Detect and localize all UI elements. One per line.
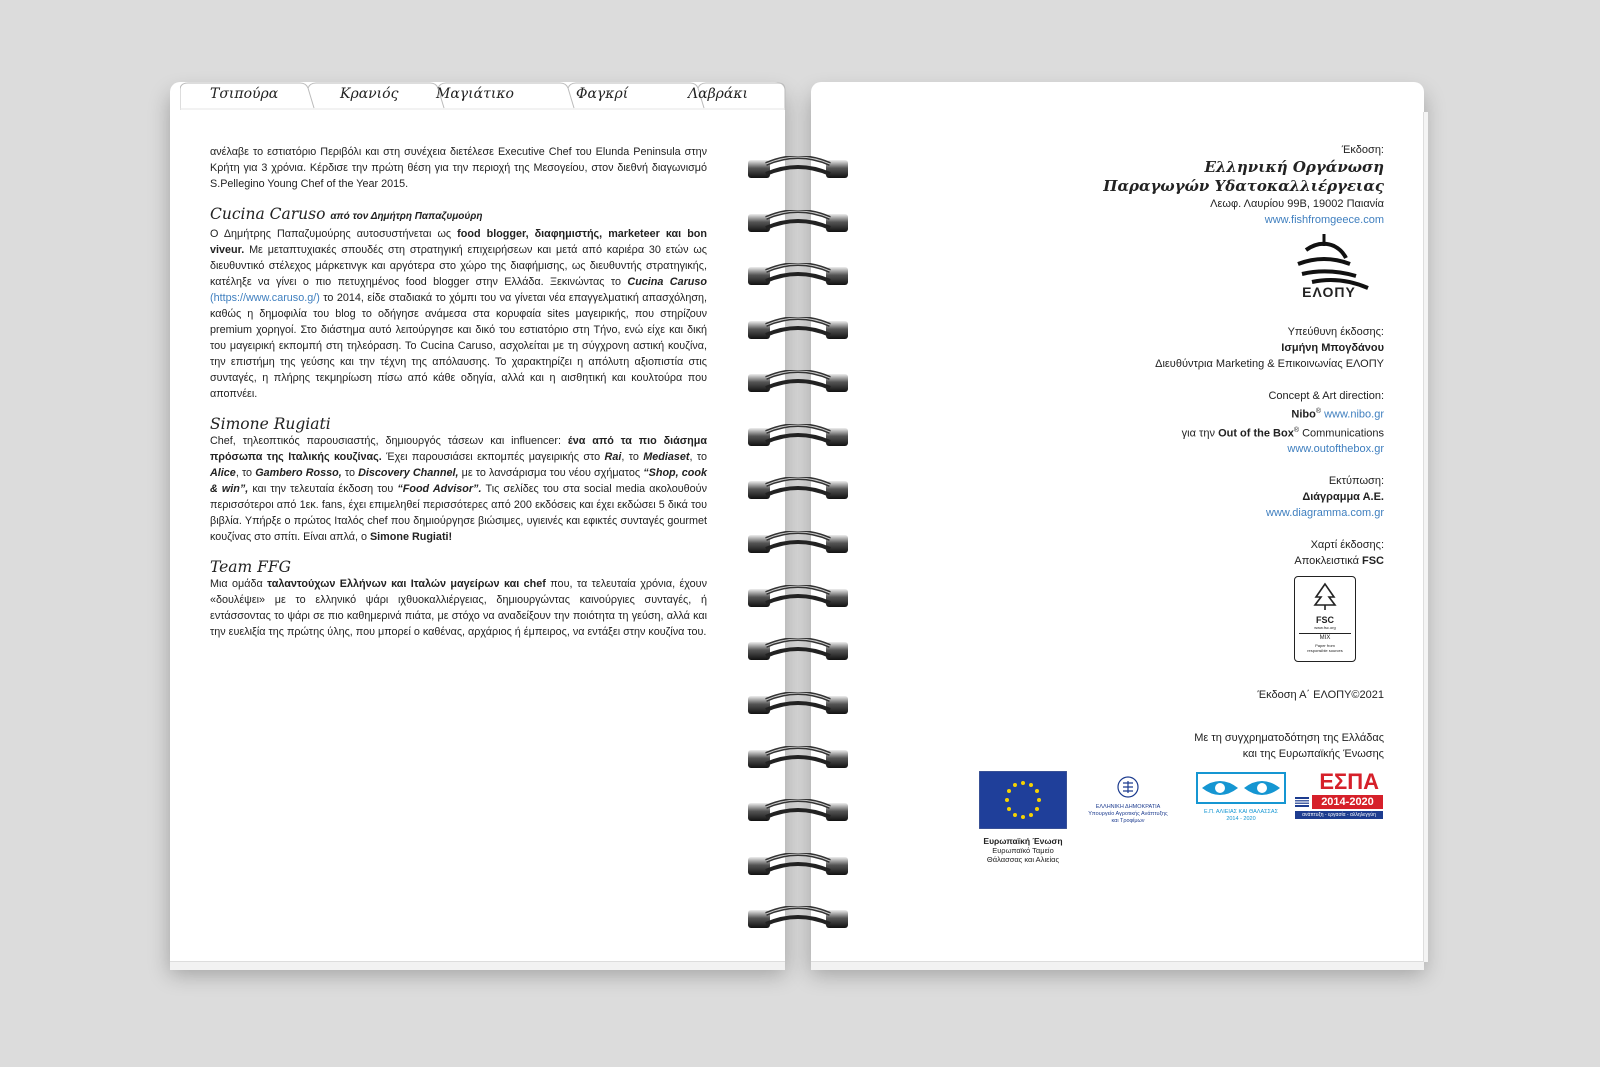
espa-logo [1295, 770, 1383, 819]
caruso-paragraph: Ο Δημήτρης Παπαζυμούρης αυτοσυστήνεται ως food blogger, διαφημιστής, marketeer και bon viveur. Με μεταπτυχιακές σπουδές στη στρατηγική επιχειρήσεων και μετά από καριέρα 30 ετών ως διευθυντικό στέλεχος μάρκετινγκ και αργότερα στο χώρο της διαφήμισης, ως διευθυντής στρατηγικής, κατέληξε να γίνει ο πιο πετυχημένος food blogger στην Ελλάδα. Ξεκινώντας το Cucina Caruso (https://www.caruso.g/) το 2014, είδε σταδιακά το χόμπι του να γίνεται νέα επαγγελματική απασχόληση, καθώς η δημοφιλία του blog το οδήγησε ανάμεσα στα κορυφαία sites μαγειρικής, που στηρίζουν premium χορηγοί. Στο διάστημα αυτό λειτούργησε και δικό του εστιατόριο στη Τήνο, ενώ είχε και δική του μαγειρική εκπομπή στη τηλεόραση. Το Cucina Caruso, ασχολείται με τη σύγχρονη αστική κουζίνα, την επιστήμη της γεύσης και την τέχνη της απόλαυσης. Το χαρακτηρίζει η απόλυτη αξιοπιστία στις συνταγές, η πλήρης τεκμηρίωση πίσω από κάθε οδηγία, αλλά και η αισθητική και κουλτούρα που αποπνέει. [210, 228, 707, 400]
left-page-body [210, 144, 707, 640]
fsc-logo-text: FSC [1316, 615, 1334, 625]
fsc-url: www.fsc.org [1314, 625, 1336, 630]
fsc-desc-1: Paper from [1315, 643, 1335, 648]
ep-line-2: 2014 - 2020 [1226, 816, 1256, 822]
team-heading: Team FFG [210, 558, 292, 576]
responsible-name: Ισμήνη Μπογδάνου [1281, 342, 1384, 354]
binding-ring [748, 906, 848, 932]
binding-ring [748, 692, 848, 718]
elopy-logo [1284, 232, 1374, 302]
ep-eyes-icon [1196, 772, 1286, 804]
fsc-tree-icon [1310, 581, 1340, 611]
tab-magiatiko[interactable]: Μαγιάτικο [436, 86, 514, 102]
fsc-mix: MIX [1299, 633, 1351, 643]
responsible-role: Διευθύντρια Marketing & Επικοινωνίας ΕΛΟΠΥ [1155, 358, 1384, 370]
binding-ring [748, 477, 848, 503]
binding-ring [748, 585, 848, 611]
espa-title: ΕΣΠΑ [1319, 769, 1379, 794]
edition-copyright: Έκδοση Α΄ ΕΛΟΠΥ©2021 [1257, 689, 1384, 701]
eu-logo [979, 771, 1067, 864]
publisher-website[interactable]: www.fishfromgeece.com [1264, 214, 1384, 226]
tab-fagkri[interactable]: Φαγκρί [576, 86, 629, 102]
eu-sub-2: Θάλασσας και Αλιείας [986, 855, 1060, 864]
print-link[interactable]: www.diagramma.com.gr [1266, 507, 1384, 520]
funding-note: Με τη συγχρηματοδότηση της Ελλάδας και της Ευρωπαϊκής Ένωσης [1194, 732, 1384, 760]
concept-label: Concept & Art direction: [1268, 390, 1384, 402]
fsc-logo [1294, 576, 1356, 662]
greek-emblem-icon [1116, 775, 1140, 799]
caruso-link[interactable]: (https://www.caruso.g/) [210, 292, 320, 304]
binding-ring [748, 853, 848, 879]
espa-motto: ανάπτυξη - εργασία - αλληλεγγύη [1295, 811, 1383, 819]
fsc-desc-2: responsible sources [1307, 648, 1343, 653]
greek-flag-icon [1295, 797, 1309, 807]
binding-ring [748, 317, 848, 343]
gr-line-3: και Τροφίμων [1111, 818, 1145, 824]
responsible-label: Υπεύθυνη έκδοσης: [1287, 326, 1384, 338]
caruso-subtitle: από τον Δημήτρη Παπαζυμούρη [330, 211, 483, 222]
binding-ring [748, 370, 848, 396]
gr-line-1: ΕΛΛΗΝΙΚΗ ΔΗΜΟΚΡΑΤΙΑ [1095, 804, 1161, 810]
eu-sub-1: Ευρωπαϊκό Ταμείο [992, 846, 1054, 855]
simone-heading: Simone Rugiati [210, 415, 331, 433]
elopy-logo-text: ΕΛΟΠΥ [1302, 284, 1356, 300]
ep-fisheries-logo [1195, 772, 1287, 823]
credits-block [1084, 142, 1384, 569]
outofthebox-line: για την Out of the Box® Communications [1181, 426, 1384, 440]
tab-tsipoura[interactable]: Τσιπούρα [210, 86, 279, 102]
edition-label: Έκδοση: [1341, 144, 1384, 156]
nibo-link[interactable]: www.nibo.gr [1324, 408, 1384, 421]
ep-line-1: Ε.Π. ΑΛΙΕΙΑΣ ΚΑΙ ΘΑΛΑΣΣΑΣ [1203, 809, 1279, 815]
binding-ring [748, 638, 848, 664]
simone-paragraph: Chef, τηλεοπτικός παρουσιαστής, δημιουργός τάσεων και influencer: ένα από τα πιο διάσημα πρόσωπα της Ιταλικής κουζίνας. Έχει παρουσιάσει εκπομπές μαγειρικής στο Rai, το Mediaset, το Alice, το Gambero Rosso, το Discovery Channel, με το λανσάρισμα του νέου σχήματος “Shop, cook & win”, και την τελευταία έκδοση του “Food Advisor”. Τις σελίδες του στα social media ακολουθούν περισσότεροι από 1εκ. fans, έχει επιμεληθεί περισσότερες από 200 εκδόσεις και έχει εκδώσει 5 δικά του βιβλία. Υπήρξε ο πρώτος Ιταλός chef που δημιούργησε βιώσιμες, υγιεινές και εφικτές συνταγές gourmet κουζίνας στο σπίτι. Είναι απλά, ο Simone Rugiati! [210, 435, 707, 543]
binding-ring [748, 531, 848, 557]
intro-paragraph: ανέλαβε το εστιατόριο Περιβόλι και στη συνέχεια διετέλεσε Executive Chef του Elunda Peninsula στην Κρήτη για 3 χρόνια. Κέρδισε την πρώτη θέση για την περιοχή της Μεσογείου, στον διεθνή διαγωνισμό S.Pellegino Young Chef of the Year 2015. [210, 146, 707, 190]
binding-ring [748, 263, 848, 289]
eu-flag-icon [979, 771, 1067, 829]
section-tabs [180, 82, 790, 110]
publisher-name-1: Ελληνική Οργάνωση [1204, 158, 1384, 176]
paper-label: Χαρτί έκδοσης: [1310, 539, 1384, 552]
outofthebox-link[interactable]: www.outofthebox.gr [1287, 443, 1384, 456]
team-paragraph: Μια ομάδα ταλαντούχων Ελλήνων και Ιταλών μαγείρων και chef που, τα τελευταία χρόνια, έχουν «δουλέψει» με το ελληνικό ψάρι ιχθυοκαλλιέργειας, δημιουργώντας καινούργιες συνταγές, ή εντάσσοντας το ψάρι σε πιο καθημερινά πιάτα, με στόχο να αναδείξουν την ποιότητα τη γεύση, αλλά και την ευελιξία της πρώτης ύλης, που μπορεί ο καθένας, αρχάριος ή έμπειρος, να εντάξει στην κουζίνα του. [210, 578, 707, 638]
tab-lavraki[interactable]: Λαβράκι [688, 86, 749, 102]
publisher-name-2: Παραγωγών Υδατοκαλλιέργειας [1103, 177, 1384, 195]
paper-text: Αποκλειστικά FSC [1294, 555, 1384, 568]
left-page [170, 82, 785, 962]
binding-ring [748, 799, 848, 825]
print-label: Εκτύπωση: [1328, 475, 1384, 488]
binding-ring [748, 156, 848, 182]
print-name: Διάγραμμα Α.Ε. [1302, 491, 1384, 504]
gr-line-2: Υπουργείο Αγροτικής Ανάπτυξης [1088, 811, 1168, 817]
tab-kranios[interactable]: Κρανιός [340, 86, 399, 102]
nibo-line: Nibo® www.nibo.gr [1291, 408, 1384, 421]
caruso-heading: Cucina Caruso από τον Δημήτρη Παπαζυμούρη [210, 205, 483, 223]
eu-title: Ευρωπαϊκή Ένωση [983, 836, 1063, 846]
binding-ring [748, 424, 848, 450]
greek-ministry-logo [1073, 775, 1183, 825]
espa-years: 2014-2020 [1312, 795, 1383, 809]
right-page [811, 82, 1424, 962]
binding-ring [748, 746, 848, 772]
publisher-address: Λεωφ. Λαυρίου 99Β, 19002 Παιανία [1210, 198, 1384, 210]
binding-ring [748, 210, 848, 236]
